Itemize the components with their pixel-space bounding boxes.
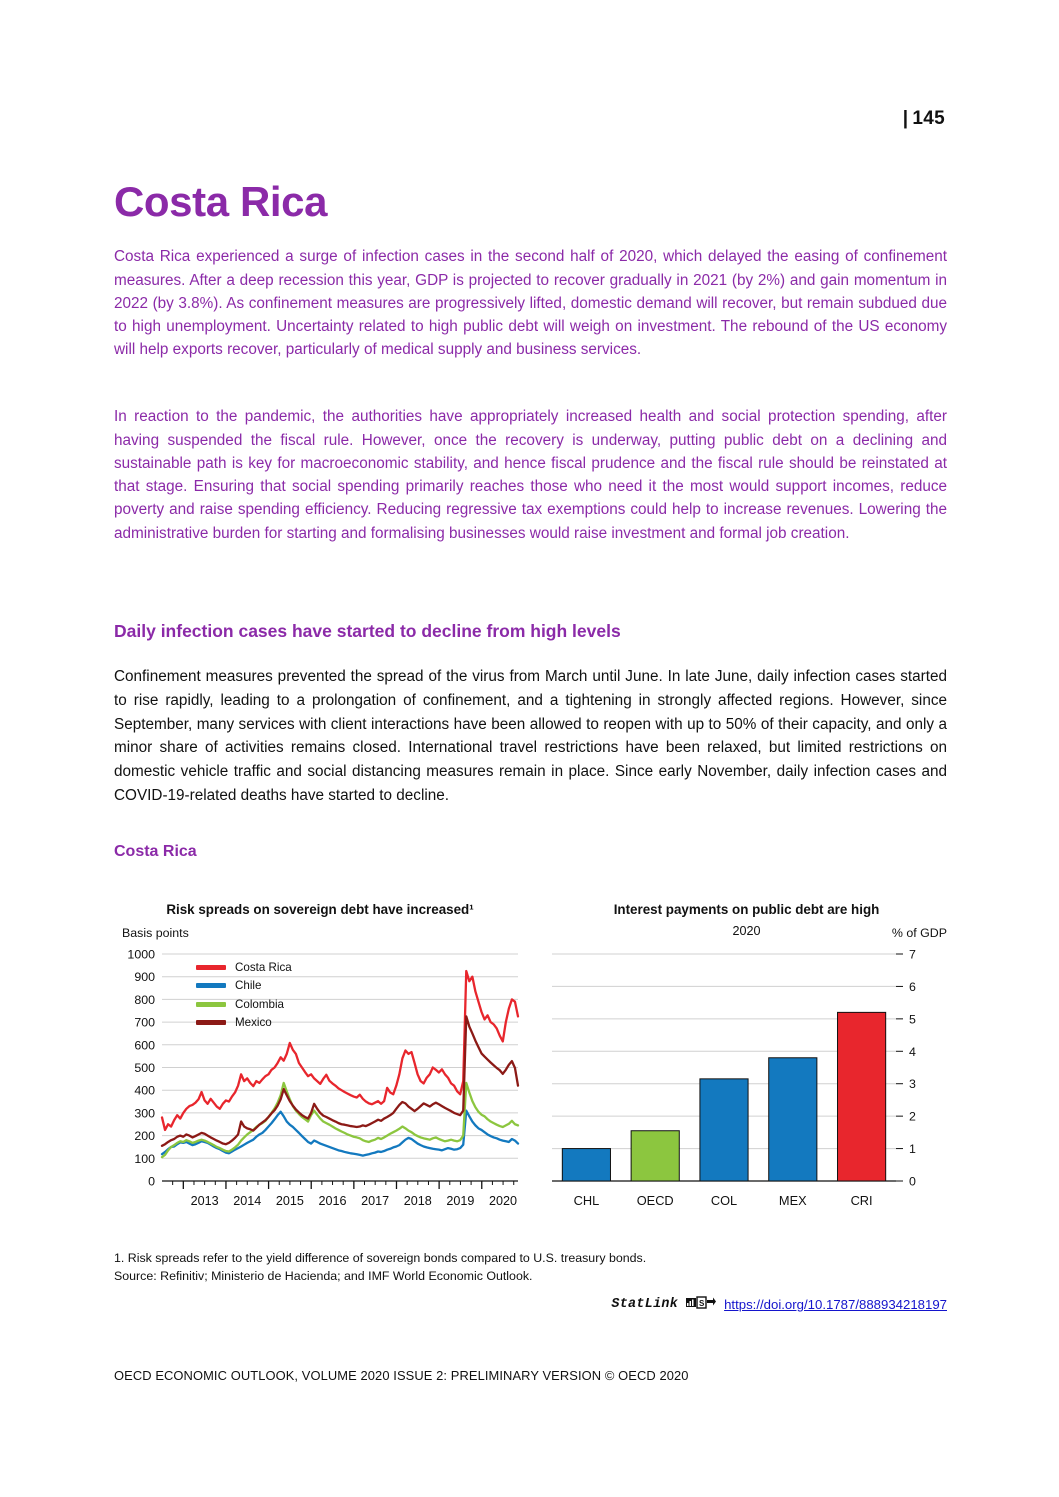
svg-text:OECD: OECD [636,1193,674,1208]
svg-text:3: 3 [909,1077,916,1092]
chart-interest-payments [544,896,949,1236]
figure-notes [114,1249,954,1286]
legend-swatch-icon [196,1020,226,1025]
statlink-label: StatLink [611,1297,679,1312]
chart-title-left: Risk spreads on sovereign debt have increased¹ [166,902,474,917]
intro-paragraph-2: In reaction to the pandemic, the authorities have appropriately increased health and social protection spending, after having suspended the fiscal rule. However, once the recovery is underway, putting public debt on a declining and sustainable path is key for macroeconomic stability, and hence fiscal prudence and the fiscal rule should be reinstated at that stage. Ensuring that social spending primarily reaches those who need it the most would support incomes, reduce poverty and raise spending efficiency. Reducing regressive tax exemptions could help to increase revenues. Lowering the administrative burden for starting and formalising businesses would raise investment and formal job creation. [114,408,947,542]
svg-text:COL: COL [710,1193,738,1208]
svg-text:2013: 2013 [190,1194,219,1208]
svg-text:CHL: CHL [573,1193,600,1208]
page-header [903,108,945,130]
legend-label: Costa Rica [235,960,292,974]
svg-text:200: 200 [134,1129,155,1144]
figure-source: Source: Refinitiv; Ministerio de Hacienda; and IMF World Economic Outlook. [114,1269,533,1284]
legend-swatch-icon [196,1002,226,1007]
svg-text:2016: 2016 [318,1194,347,1208]
svg-text:300: 300 [134,1106,155,1121]
statlink-url[interactable]: https://doi.org/10.1787/888934218197 [724,1297,947,1312]
page-footer: OECD ECONOMIC OUTLOOK, VOLUME 2020 ISSUE 2: PRELIMINARY VERSION © OECD 2020 [114,1368,689,1383]
svg-text:600: 600 [134,1038,155,1053]
svg-text:2: 2 [909,1109,916,1124]
svg-text:500: 500 [134,1061,155,1075]
chart-legend [196,958,292,1032]
legend-swatch-icon [196,965,226,970]
legend-swatch-icon [196,983,226,988]
svg-text:CRI: CRI [850,1193,873,1208]
svg-text:2018: 2018 [403,1194,432,1208]
page-title: Costa Rica [114,178,328,226]
chart-subtitle-right: 2020 [732,924,761,938]
legend-item-mexico [196,1014,292,1033]
svg-text:S: S [699,1299,705,1308]
svg-text:0: 0 [909,1174,916,1189]
chart-title-right: Interest payments on public debt are high [613,902,880,917]
svg-text:7: 7 [909,947,916,962]
page-number: 145 [912,108,945,129]
svg-text:700: 700 [134,1015,155,1030]
svg-text:800: 800 [134,992,155,1007]
svg-text:5: 5 [909,1012,916,1027]
svg-text:400: 400 [134,1083,155,1098]
svg-text:1000: 1000 [127,947,155,962]
svg-text:1: 1 [909,1142,916,1157]
figure-note-1: 1. Risk spreads refer to the yield difference of sovereign bonds compared to U.S. treasury bonds. [114,1251,647,1265]
svg-text:0: 0 [148,1174,155,1189]
statlink-icon [686,1295,716,1314]
svg-text:900: 900 [134,970,155,985]
intro-paragraph-1: Costa Rica experienced a surge of infection cases in the second half of 2020, which delayed the easing of confinement measures. After a deep recession this year, GDP is projected to recover gradually in 2021 (by 2%) and gain momentum in 2022 (by 3.8%). As confinement measures are progressively lifted, domestic demand will recover, but remain subdued due to high unemployment. Uncertainty related to high public debt will weigh on investment. The rebound of the US economy will help exports recover, particularly of medical supply and business services. [114,248,947,359]
page-header-separator: | [902,108,909,129]
figure-label: Costa Rica [114,843,197,860]
bar-chart-svg [544,896,949,1236]
chart-left-y-axis-unit: Basis points [122,926,189,940]
legend-item-colombia [196,995,292,1014]
chart-right-y-axis-unit: % of GDP [891,926,947,940]
legend-item-chile [196,977,292,996]
svg-text:2014: 2014 [233,1194,262,1208]
legend-item-costa-rica [196,958,292,977]
svg-text:2020: 2020 [489,1194,518,1208]
chart-risk-spreads [114,896,526,1236]
legend-label: Mexico [235,1016,272,1030]
svg-text:2017: 2017 [361,1194,390,1208]
line-chart-svg [114,896,526,1236]
svg-text:4: 4 [909,1044,916,1059]
svg-text:6: 6 [909,979,916,994]
svg-text:2019: 2019 [446,1194,475,1208]
svg-text:100: 100 [134,1151,155,1166]
section-heading: Daily infection cases have started to decline from high levels [114,620,621,641]
svg-text:MEX: MEX [778,1193,807,1208]
legend-label: Colombia [235,997,284,1011]
statlink-row [114,1295,947,1314]
legend-label: Chile [235,979,262,993]
svg-text:2015: 2015 [275,1194,304,1208]
section-body-paragraph: Confinement measures prevented the spread of the virus from March until June. In late June, daily infection cases started to rise rapidly, leading to a prolongation of confinement, and a tightening in strongly affected regions. However, since September, many services with client interactions have been allowed to reopen with up to 50% of their capacity, and only a minor share of activities remains closed. International travel restrictions have been relaxed, but limited restrictions on domestic vehicle traffic and social distancing measures remain in place. Since early November, daily infection cases and COVID-19-related deaths have started to decline. [114,668,947,804]
figure-charts [114,896,949,1236]
